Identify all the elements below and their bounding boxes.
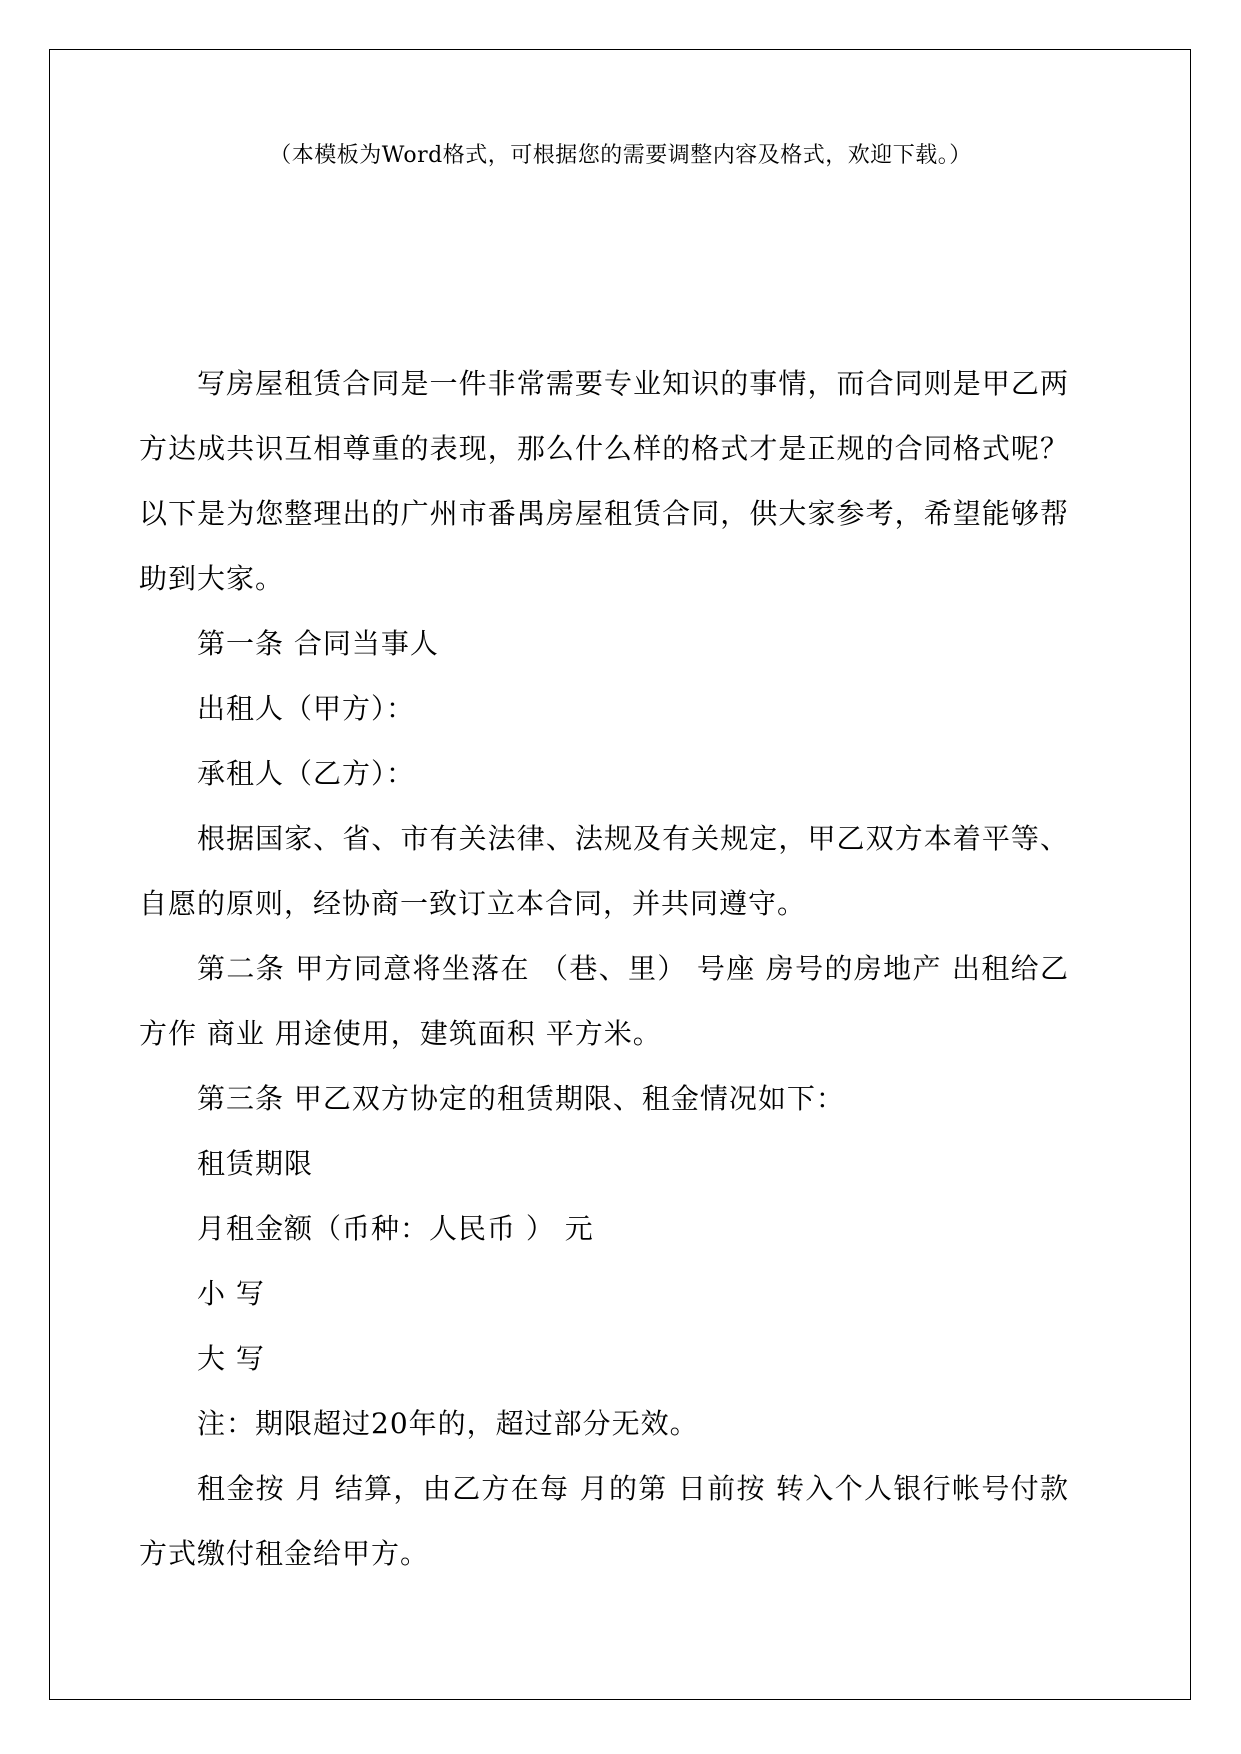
lessor-line: 出租人（甲方）：	[197, 692, 416, 725]
contract-body	[139, 351, 1069, 1586]
legal-basis-paragraph: 根据国家、省、市有关法律、法规及有关规定，甲乙双方本着平等、自愿的原则，经协商一致订立本合同，并共同遵守。	[139, 822, 1069, 920]
intro-paragraph: 写房屋租赁合同是一件非常需要专业知识的事情，而合同则是甲乙两方达成共识互相尊重的表现，那么什么样的格式才是正规的合同格式呢？以下是为您整理出的广州市番禺房屋租赁合同，供大家参考，希望能够帮助到大家。	[139, 367, 1069, 595]
lease-term-line: 租赁期限	[197, 1147, 314, 1180]
lessee-line: 承租人（乙方）：	[197, 757, 416, 790]
amount-lowercase-line: 小 写	[197, 1277, 265, 1310]
article-2-paragraph: 第二条 甲方同意将坐落在 （巷、里） 号座 房号的房地产 出租给乙方作 商业 用途使用，建筑面积 平方米。	[139, 952, 1069, 1050]
monthly-rent-line: 月租金额（币种：人民币 ） 元	[197, 1212, 594, 1245]
article-3-heading: 第三条 甲乙双方协定的租赁期限、租金情况如下：	[197, 1082, 845, 1115]
payment-paragraph: 租金按 月 结算，由乙方在每 月的第 日前按 转入个人银行帐号付款方式缴付租金给甲方。	[139, 1472, 1069, 1570]
amount-uppercase-line: 大 写	[197, 1342, 265, 1375]
template-notice: （本模板为Word格式，可根据您的需要调整内容及格式，欢迎下载。）	[269, 143, 972, 168]
term-note-line: 注：期限超过20年的，超过部分无效。	[197, 1407, 699, 1440]
article-1-heading: 第一条 合同当事人	[197, 627, 439, 660]
